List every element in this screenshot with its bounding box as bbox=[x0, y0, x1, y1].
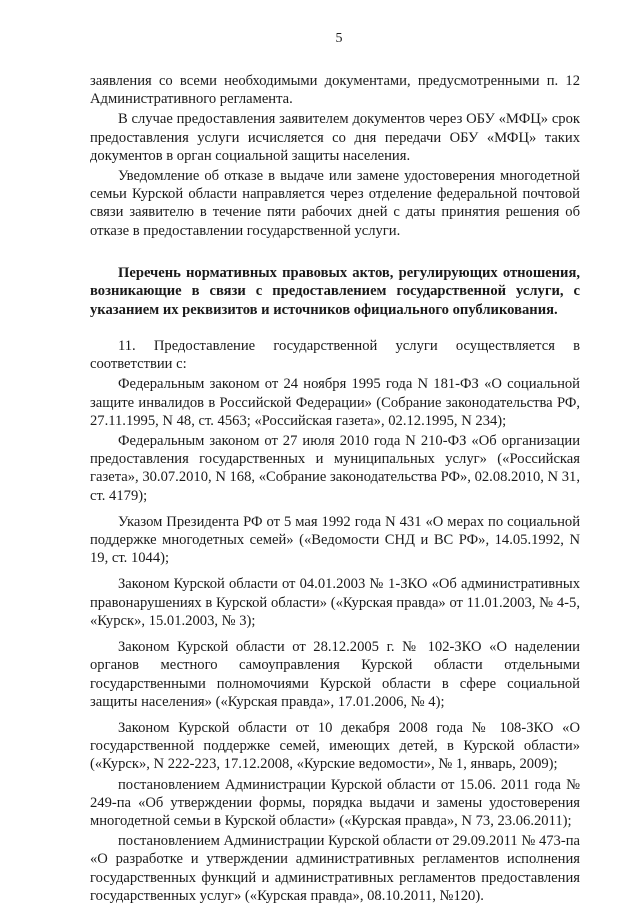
legal-act-item: постановлением Администрации Курской области от 15.06. 2011 года № 249-па «Об утверждении формы, порядка выдачи и замены удостоверения многодетной семьи в Курской области» («Курская правда», N 73, 23.06.2011); bbox=[90, 776, 580, 829]
paragraph-mfc-term: В случае предоставления заявителем документов через ОБУ «МФЦ» срок предоставления услуги исчисляется со дня передачи ОБУ «МФЦ» таких документов в орган социальной защиты населения. bbox=[90, 111, 580, 164]
legal-act-item: Федеральным законом от 27 июля 2010 года N 210-ФЗ «Об организации предоставления государственных и муниципальных услуг» («Российская газета», 30.07.2010, N 168, «Собрание законодательства РФ», 02.08.2010, N 31, ст. 4179); bbox=[90, 433, 580, 504]
legal-act-item: Законом Курской области от 10 декабря 2008 года № 108-ЗКО «О государственной поддержке семей, имеющих детей, в Курской области» («Курск», N 222-223, 17.12.2008, «Курские ведомости», № 1, январь, 2009); bbox=[90, 719, 580, 773]
legal-act-item: Федеральным законом от 24 ноября 1995 года N 181-ФЗ «О социальной защите инвалидов в Российской Федерации» (Собрание законодательства РФ, 27.11.1995, N 48, ст. 4563; «Российская газета», 02.12.1995, N 234); bbox=[90, 376, 580, 429]
legal-act-item: Законом Курской области от 28.12.2005 г. № 102-ЗКО «О наделении органов местного самоуправления Курской области отдельными государственными полномочиями Курской области в сфере социальной защиты населения» («Курская правда», 17.01.2006, № 4); bbox=[90, 639, 580, 710]
paragraph-refusal-notice: Уведомление об отказе в выдаче или замене удостоверения многодетной семьи Курской области направляется через отделение федеральной почтовой связи заявителю в течение пяти рабочих дней с даты принятия решения об отказе в предоставлении государственной услуги. bbox=[90, 168, 580, 239]
legal-act-item: Указом Президента РФ от 5 мая 1992 года N 431 «О мерах по социальной поддержке многодетных семей» («Ведомости СНД и ВС РФ», 14.05.1992, N 19, ст. 1044); bbox=[90, 513, 580, 567]
legal-act-item: Законом Курской области от 04.01.2003 № 1-ЗКО «Об административных правонарушениях в Курской области» («Курская правда» от 11.01.2003, № 4-5, «Курск», 15.01.2003, № 3); bbox=[90, 576, 580, 629]
page-number: 5 bbox=[335, 31, 343, 46]
section-heading: Перечень нормативных правовых актов, регулирующих отношения, возникающие в связи с предоставлением государственной услуги, с указанием их реквизитов и источников официального опубликования. bbox=[90, 264, 580, 318]
section-intro: 11. Предоставление государственной услуги осуществляется в соответствии с: bbox=[90, 338, 580, 373]
legal-act-item: постановлением Администрации Курской области от 29.09.2011 № 473-па «О разработке и утверждении административных регламентов исполнения государственных функций и административных регламентов предоставления государственных услуг» («Курская правда», 08.10.2011, №120). bbox=[90, 833, 580, 904]
paragraph-continuation: заявления со всеми необходимыми документами, предусмотренными п. 12 Административного регламента. bbox=[90, 73, 580, 108]
